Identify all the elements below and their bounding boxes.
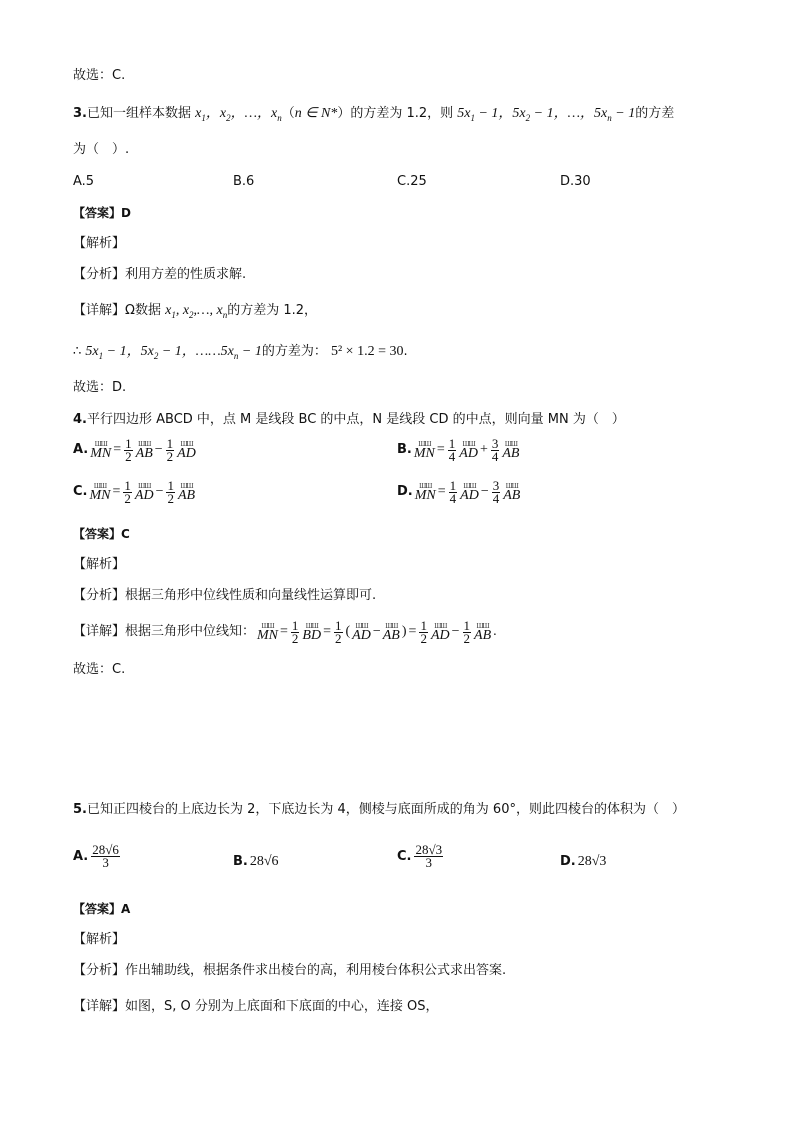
q4-analysis-heading: 【解析】 — [73, 557, 126, 572]
q4-detail-text: 【详解】根据三角形中位线知： — [73, 624, 256, 639]
q4-number: 4. — [73, 412, 87, 427]
q5-stem-text: 已知正四棱台的上底边长为 2，下底边长为 4，侧棱与底面所成的角为 60°，则此四棱台的体积为（ ） — [86, 802, 685, 817]
q5-option-d-label: D. — [560, 854, 576, 869]
q3-detail-transformed: $5x_1 - 1$，$5x_2 - 1$，$\dots\dots 5x_n - 1$ — [85, 344, 262, 361]
q3-option-d: D.30 — [560, 174, 591, 189]
q3-stem-line1 — [73, 104, 674, 128]
q4-option-a-label: A. — [73, 442, 89, 457]
q3-result-c: . — [403, 344, 408, 359]
q5-option-c: C. $\frac{28√3}{3}$ — [397, 842, 443, 870]
q3-stem-line2: 为（ ）. — [73, 142, 130, 157]
q5-answer: 【答案】A — [73, 902, 131, 916]
q4-stem — [73, 410, 625, 430]
q3-detail-list: $x_1$, $x_2,\dots$, $x_n$ — [165, 303, 228, 320]
q4-option-d-label: D. — [397, 484, 413, 499]
q3-answer: 【答案】D — [73, 206, 131, 220]
q5-stem — [73, 800, 685, 820]
q5-number: 5. — [73, 802, 87, 817]
q3-conclusion: 故选：D. — [73, 380, 127, 395]
q3-detail-line1 — [73, 301, 317, 325]
q3-option-a: A.5 — [73, 174, 95, 189]
q2-conclusion: 故选：C. — [73, 68, 126, 83]
q3-result-a: 的方差为： — [261, 344, 327, 359]
q4-option-c-label: C. — [73, 484, 88, 499]
q4-option-b: B. ШШ MN = $\frac{1}{4}$ ШШ AD + $\frac{3}{4}$ ШШ AB — [397, 436, 519, 464]
q3-stem-a: 已知一组样本数据 — [86, 106, 191, 121]
q5-detail: 【详解】如图，S, O 分别为上底面和下底面的中心，连接 OS， — [73, 999, 439, 1014]
q5-option-a-label: A. — [73, 848, 89, 864]
q3-detail-line2 — [73, 342, 408, 366]
therefore-symbol: ∴ — [73, 344, 82, 359]
q3-analysis-heading: 【解析】 — [73, 236, 126, 251]
q3-option-c: C.25 — [397, 174, 427, 189]
q4-option-a: A. ШШ MN = $\frac{1}{2}$ ШШ AB − $\frac{1}{2}$ ШШ AD — [73, 436, 196, 464]
q4-conclusion: 故选：C. — [73, 662, 126, 677]
q3-stem-d: 的方差 — [635, 106, 675, 121]
q4-stem-text: 平行四边形 ABCD 中，点 M 是线段 BC 的中点，N 是线段 CD 的中点，则向量 MN 为（ ） — [86, 412, 625, 427]
q3-fenxi: 【分析】利用方差的性质求解. — [73, 267, 247, 282]
q4-detail: 【详解】根据三角形中位线知： ШШ MN = $\frac{1}{2}$ ШШ BD = $\frac{1}{2}$ ( ШШ AD − ШШ AB ) = $\frac{1}{2}$ ШШ AD − $\frac{1}{2}$ ШШ AB . — [73, 618, 497, 646]
q3-detail-label: 【详解】 — [73, 303, 126, 318]
q5-analysis-heading: 【解析】 — [73, 932, 126, 947]
q5-option-b-label: B. — [233, 854, 248, 869]
q5-option-d: D. 28√3 — [560, 852, 606, 872]
q3-detail-b: 数据 — [134, 303, 161, 318]
q4-fenxi: 【分析】根据三角形中位线性质和向量线性运算即可. — [73, 588, 377, 603]
q4-answer: 【答案】C — [73, 527, 130, 541]
because-symbol: Ω — [125, 303, 135, 318]
q3-result-formula: 5² × 1.2 = 30 — [330, 344, 404, 359]
q5-option-b: B. 28√6 — [233, 852, 279, 872]
q3-detail-c: 的方差为 1.2， — [227, 303, 318, 318]
q5-option-c-label: C. — [397, 848, 412, 864]
q3-option-b: B.6 — [233, 174, 255, 189]
q3-stem-c: ）的方差为 1.2，则 — [337, 106, 454, 121]
q3-data-list: $x_1$，$x_2$，…，$x_n$ — [195, 106, 282, 123]
q4-option-c: C. ШШ MN = $\frac{1}{2}$ ШШ AD − $\frac{1}{2}$ ШШ AB — [73, 478, 195, 506]
q5-option-a: A. $\frac{28√6}{3}$ — [73, 842, 119, 870]
q4-option-d: D. ШШ MN = $\frac{1}{4}$ ШШ AD − $\frac{3}{4}$ ШШ AB — [397, 478, 520, 506]
q3-number: 3. — [73, 106, 87, 121]
q3-condition: n ∈ N* — [294, 106, 338, 121]
q5-fenxi: 【分析】作出辅助线，根据条件求出棱台的高，利用棱台体积公式求出答案. — [73, 963, 507, 978]
q3-transformed-list: $5x_1 - 1$，$5x_2 - 1$，…，$5x_n - 1$ — [457, 106, 636, 123]
q3-stem-b: （ — [281, 106, 295, 121]
q4-option-b-label: B. — [397, 442, 412, 457]
